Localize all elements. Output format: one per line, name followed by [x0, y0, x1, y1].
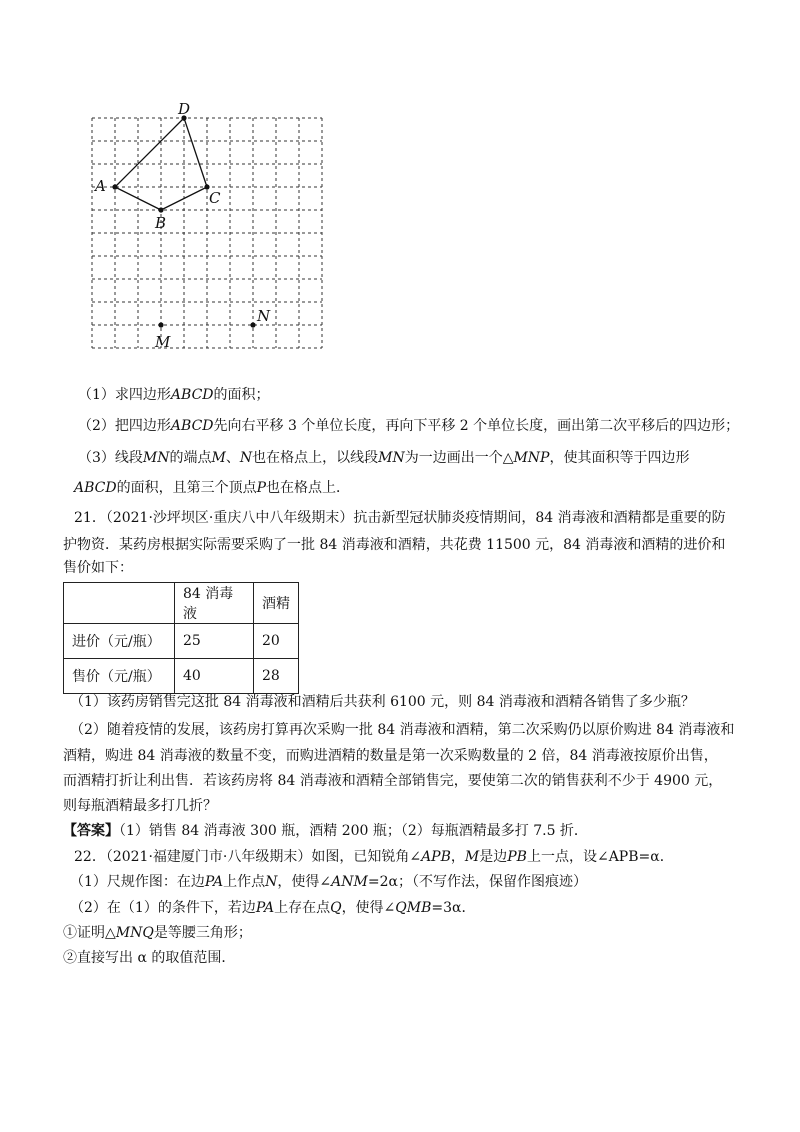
- table-row: [64, 624, 299, 659]
- q20-p1-var: ABCD: [170, 387, 214, 403]
- q21-part1: （1）该药房销售完这批 84 消毒液和酒精后共获利 6100 元，则 84 消毒液和酒精各销售了多少瓶？: [70, 694, 695, 710]
- q20-part1: [78, 385, 270, 405]
- q22-p1-pa: PA: [204, 874, 224, 890]
- table-header-cell: 84 消毒液: [175, 583, 254, 624]
- q20-p3-pre: （3）线段: [78, 450, 143, 466]
- table-cell: 售价（元/瓶）: [64, 659, 175, 694]
- q22-p2-mid: 上存在点: [274, 900, 331, 916]
- table-row: [64, 659, 299, 694]
- q20-p3-tri: △MNP: [502, 450, 550, 466]
- q22-p2-q: Q: [330, 900, 342, 916]
- q20-p2-pre: （2）把四边形: [78, 418, 171, 434]
- q22-p1-post: =2α；（不写作法，保留作图痕迹）: [367, 874, 587, 890]
- q20-p3-m: M: [211, 450, 226, 466]
- q22-l1-mid: ，: [450, 849, 465, 865]
- grid-point-m: [158, 322, 163, 327]
- q22-l1-mid2: 是边: [479, 849, 508, 865]
- quadrilateral-edge: [115, 118, 184, 187]
- q20-p3-sep: 、: [225, 450, 240, 466]
- q20-p3b-pre: 的面积，且第三个顶点: [116, 480, 257, 496]
- q20-p2-var: ABCD: [170, 418, 214, 434]
- q21-part2-l2: 酒精，购进 84 消毒液的数量不变，而购进酒精的数量是第一次采购数量的 2 倍，84 消毒液按原价出售，: [63, 748, 718, 764]
- q20-p3b-p: P: [256, 480, 267, 496]
- point-label-b: B: [155, 214, 167, 232]
- table-header-cell: [64, 583, 175, 624]
- q22-p2-post: =3α．: [431, 900, 476, 916]
- q22-line1: [74, 847, 674, 867]
- q22-part2: [70, 898, 476, 918]
- q20-p3b-post: 也在格点上．: [266, 480, 351, 496]
- grid-point-b: [158, 207, 163, 212]
- q22-p2-pa: PA: [255, 900, 275, 916]
- point-label-c: C: [209, 189, 221, 207]
- q21-part2-l4: 则每瓶酒精最多打几折？: [63, 798, 217, 814]
- table-cell: 25: [175, 624, 254, 659]
- q20-p3b-var: ABCD: [74, 480, 117, 496]
- table-header-row: [64, 583, 299, 624]
- q21-part2-l1: （2）随着疫情的发展，该药房打算再次采购一批 84 消毒液和酒精，第二次采购仍以原价购进 84 消毒液和: [70, 722, 735, 738]
- q20-p3-mid3: 为一边画出一个: [404, 450, 503, 466]
- q22-part1: [70, 872, 587, 892]
- q22-s1-post: 是等腰三角形；: [153, 925, 252, 941]
- q22-p1-mid: 上作点: [223, 874, 266, 890]
- q20-p3-var2: MN: [378, 450, 405, 466]
- q21-line1: 21．（2021·沙坪坝区·重庆八中八年级期末）抗击新型冠状肺炎疫情期间，84 消毒液和酒精都是重要的防: [74, 510, 726, 526]
- q20-p3-mid1: 的端点: [169, 450, 212, 466]
- q20-p3-mid2: 也在格点上，以线段: [252, 450, 379, 466]
- q21-part2-l3: 而酒精打折让利出售．若该药房将 84 消毒液和酒精全部销售完，要使第二次的销售获利不少于 4900 元，: [63, 773, 723, 789]
- answer-text: （1）销售 84 消毒液 300 瓶，酒精 200 瓶；（2）每瓶酒精最多打 7.5 折．: [119, 823, 588, 839]
- q20-p3-var1: MN: [142, 450, 170, 466]
- q20-p3-n: N: [239, 450, 253, 466]
- point-label-a: A: [95, 177, 106, 195]
- q20-part3: [78, 448, 689, 468]
- q22-l1-angle: ∠APB: [409, 849, 451, 865]
- table-cell: 进价（元/瓶）: [64, 624, 175, 659]
- q22-p1-pre: （1）尺规作图：在边: [70, 874, 205, 890]
- q22-l1-m: M: [464, 849, 480, 865]
- point-label-d: D: [178, 100, 191, 118]
- table-cell: 40: [175, 659, 254, 694]
- q20-part3-cont: [74, 478, 350, 498]
- q20-p1-pre: （1）求四边形: [78, 387, 171, 403]
- q21-line2: 护物资．某药房根据实际需要采购了一批 84 消毒液和酒精，共花费 11500 元，84 消毒液和酒精的进价和: [63, 537, 726, 553]
- table-cell: 28: [254, 659, 299, 694]
- q22-p1-n: N: [265, 874, 278, 890]
- q22-p2-mid2: ，使得∠: [341, 900, 396, 916]
- table-header-cell: 酒精: [254, 583, 299, 624]
- q20-p2-post: 先向右平移 3 个单位长度，再向下平移 2 个单位长度，画出第二次平移后的四边形；: [213, 418, 740, 434]
- q22-p2-pre: （2）在（1）的条件下，若边: [70, 900, 256, 916]
- quadrilateral-edge: [184, 118, 207, 187]
- table-cell: 20: [254, 624, 299, 659]
- point-label-n: N: [257, 307, 271, 325]
- point-label-m: M: [155, 333, 171, 351]
- q22-l1-pb: PB: [507, 849, 527, 865]
- q22-s1-pre: ①证明△: [63, 925, 116, 941]
- q22-sub2: ②直接写出 α 的取值范围．: [63, 950, 236, 966]
- grid-svg: [80, 100, 340, 370]
- q21-line3: 售价如下：: [63, 560, 133, 576]
- grid-point-a: [112, 184, 117, 189]
- q20-p3-post: ，使其面积等于四边形: [549, 450, 690, 466]
- q22-l1-pre: 22．（2021·福建厦门市·八年级期末）如图，已知锐角: [74, 849, 410, 865]
- q22-p1-anm: ANM: [331, 874, 368, 890]
- price-table: [63, 582, 299, 694]
- q22-p2-qmb: QMB: [395, 900, 432, 916]
- q22-sub1: [63, 923, 252, 943]
- q20-part2: [78, 416, 739, 436]
- q22-p1-mid2: ，使得∠: [277, 874, 332, 890]
- q22-s1-mnq: MNQ: [115, 925, 154, 941]
- answer-tag: 【答案】: [63, 823, 119, 839]
- grid-figure: [80, 100, 340, 370]
- q20-p1-post: 的面积；: [213, 387, 270, 403]
- q21-answer: [63, 821, 588, 841]
- grid-point-n: [250, 322, 255, 327]
- q22-l1-post: 上一点，设∠APB=α．: [526, 849, 674, 865]
